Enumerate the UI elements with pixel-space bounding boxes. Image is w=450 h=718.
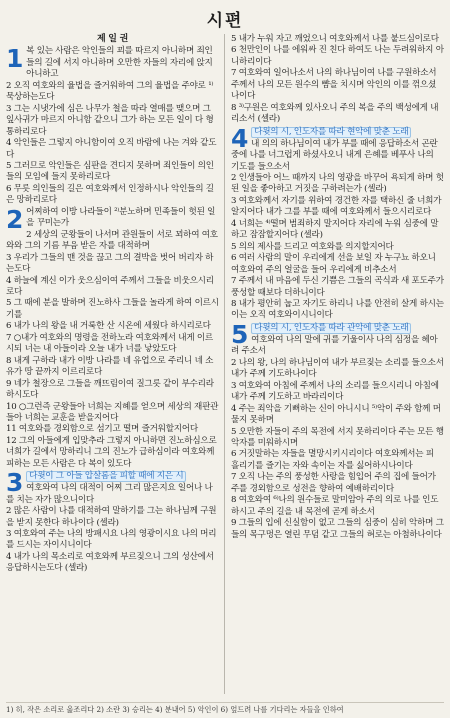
verse: 4 내가 나의 목소리로 여호와께 부르짖으니 그의 성산에서 응답하시는도다 (셀라) <box>6 551 214 574</box>
verse: 12 그의 아들에게 입맞추라 그렇지 아니하면 진노하심으로 너희가 길에서 망하리니 그의 진노가 급하심이라 여호와께 피하는 모든 사람은 다 복이 있도다 <box>6 435 217 469</box>
chapter-number: 2 <box>6 204 24 234</box>
verse: 6 여러 사람의 말이 우리에게 선을 보일 자 누구뇨 하오니 여호와여 주의 얼굴을 들어 우리에게 비추소서 <box>231 253 436 275</box>
chapter-number: 5 <box>231 319 249 349</box>
superscription: 다윗의 시, 인도자를 따라 관악에 맞춘 노래 <box>251 323 411 334</box>
verse: 8 내가 평안히 눕고 자기도 하리니 나를 안전히 살게 하시는 이는 오직 여호와이시니이다 <box>231 298 444 321</box>
chapter-number: 3 <box>6 468 24 498</box>
right-column <box>231 34 444 541</box>
verse: 2 많은 사람이 나를 대적하여 말하기를 그는 하나님께 구원을 받지 못한다 하나이다 (셀라) <box>6 506 217 528</box>
verse: 7 여호와여 일어나소서 나의 하나님이여 나를 구원하소서 주께서 나의 모든 원수의 뺨을 치시며 악인의 이를 꺾으셨나이다 <box>231 68 437 102</box>
part-heading: 제 일 권 <box>96 34 129 44</box>
verse: 9 네가 철장으로 그들을 깨뜨림이여 질그릇 같이 부수리라 하시도다 <box>6 378 214 401</box>
footnotes: 1) 히, 작은 소리로 읊조리다 2) 소란 3) 승리는 4) 분내어 5) 악인이 6) 엎드려 나를 기다리는 자들을 인하여 <box>6 702 444 714</box>
verse: 7 ○내가 여호와의 명령을 전하노라 여호와께서 내게 이르시되 너는 내 아들이라 오늘 내가 너를 낳았도다 <box>6 332 213 355</box>
verse: 2 오직 여호와의 율법을 즐거워하여 그의 율법을 주야로 ¹⁾묵상하는도다 <box>6 80 214 103</box>
verse: 6 천만인이 나를 에워싸 진 친다 하여도 나는 두려워하지 아니하리이다 <box>231 45 444 67</box>
chapter-number: 1 <box>6 44 24 74</box>
verse: 4 너희는 ⁴⁾떨며 범죄하지 말지어다 자리에 누워 심중에 말하고 잠잠할지어다 (셀라) <box>231 218 439 241</box>
verse: 여호와여 나의 말에 귀를 기울이사 나의 심정을 헤아려 주소서 <box>231 334 438 357</box>
verse: 3 여호와여 주는 나의 방패시요 나의 영광이시요 나의 머리를 드시는 자이시니이다 <box>6 529 217 551</box>
verse: 5 내가 누워 자고 깨었으니 여호와께서 나를 붙드심이로다 <box>231 34 439 44</box>
book-title: 시편 <box>206 11 244 31</box>
verse: 10 ○그런즉 군왕들아 너희는 지혜를 얻으며 세상의 재판관들아 너희는 교훈을 받을지어다 <box>6 401 219 423</box>
verse: 복 있는 사람은 악인들의 꾀를 따르지 아니하며 죄인들의 길에 서지 아니하며 오만한 자들의 자리에 앉지 아니하고 <box>26 46 213 80</box>
verse: 2 나의 왕, 나의 하나님이여 내가 부르짖는 소리를 들으소서 내가 주께 기도하나이다 <box>231 357 444 380</box>
verse: 2 인생들아 어느 때까지 나의 영광을 바꾸어 욕되게 하며 헛된 일을 좋아하고 거짓을 구하려는가 (셀라) <box>231 172 444 195</box>
verse: 6 거짓말하는 자들을 멸망시키시리이다 여호와께서는 피 흘리기를 즐기는 자와 속이는 자를 싫어하시나이다 <box>231 449 434 471</box>
verse: 여호와여 나의 대적이 어찌 그리 많은지요 일어나 나를 치는 자가 많으니이다 <box>6 483 213 505</box>
verse: 8 내게 구하라 내가 이방 나라를 네 유업으로 주리니 네 소유가 땅 끝까지 이르리로다 <box>6 355 214 378</box>
verse: 11 여호와를 경외함으로 섬기고 떨며 즐거워할지어다 <box>6 424 198 435</box>
verse: 7 주께서 내 마음에 두신 기쁨은 그들의 곡식과 새 포도주가 풍성할 때보다 더하니이다 <box>231 276 444 298</box>
verse: 4 하늘에 계신 이가 웃으심이여 주께서 그들을 비웃으시리로다 <box>6 275 214 297</box>
superscription: 다윗의 시, 인도자를 따라 현악에 맞춘 노래 <box>251 127 411 138</box>
verse: 4 주는 죄악을 기뻐하는 신이 아니시니 ⁵⁾악이 주와 함께 머물지 못하며 <box>231 403 441 426</box>
superscription: 다윗이 그 아들 압살롬을 피할 때에 지은 시 <box>26 471 186 482</box>
verse: 6 내가 나의 왕을 내 거룩한 산 시온에 세웠다 하시리로다 <box>6 321 211 332</box>
verse: 5 그 때에 분을 발하며 진노하사 그들을 놀라게 하여 이르시기를 <box>6 298 219 320</box>
verse: 6 무릇 의인들의 길은 여호와께서 인정하시나 악인들의 길은 망하리로다 <box>6 183 214 206</box>
verse: 3 그는 시냇가에 심은 나무가 철을 따라 열매를 맺으며 그 잎사귀가 마르지 아니함 같으니 그가 하는 모든 일이 다 형통하리로다 <box>6 103 214 137</box>
verse: 2 세상의 군왕들이 나서며 관원들이 서로 꾀하여 여호와와 그의 기름 부음 받은 자를 대적하며 <box>6 229 218 252</box>
verse: 5 그러므로 악인들은 심판을 견디지 못하며 죄인들이 의인들의 모임에 들지 못하리로다 <box>6 160 214 183</box>
verse: 4 악인들은 그렇지 아니함이여 오직 바람에 나는 겨와 같도다 <box>6 138 217 160</box>
verse: 내 의의 하나님이여 내가 부를 때에 응답하소서 곤란 중에 나를 너그럽게 하셨사오니 내게 은혜를 베푸사 나의 기도를 들으소서 <box>231 138 438 172</box>
column-divider <box>224 34 225 694</box>
left-column <box>6 34 219 575</box>
verse: 5 오만한 자들이 주의 목전에 서지 못하리이다 주는 모든 행악자를 미워하시며 <box>231 426 444 448</box>
verse: 3 여호와께서 자기를 위하여 경건한 자를 택하신 줄 너희가 알지어다 내가 그를 부를 때에 여호와께서 들으시리로다 <box>231 195 442 218</box>
chapter-number: 4 <box>231 123 249 153</box>
verse: 5 의의 제사를 드리고 여호와를 의지할지어다 <box>231 241 394 252</box>
verse: 어찌하여 이방 나라들이 ²⁾분노하며 민족들이 헛된 일을 꾸미는가 <box>26 206 216 229</box>
verse: 9 그들의 입에 신실함이 없고 그들의 심중이 심히 악하며 그들의 목구멍은 열린 무덤 같고 그들의 혀로는 아첨하나이다 <box>231 518 444 540</box>
verse: 7 오직 나는 주의 풍성한 사랑을 힘입어 주의 집에 들어가 주를 경외함으로 성전을 향하여 예배하리이다 <box>231 472 436 494</box>
verse: 8 ³⁾구원은 여호와께 있사오니 주의 복을 주의 백성에게 내리소서 (셀라) <box>231 102 439 125</box>
verse: 3 우리가 그들의 맨 것을 끊고 그의 결박을 벗어 버리자 하는도다 <box>6 252 214 275</box>
verse: 8 여호와여 ⁶⁾나의 원수들로 말미암아 주의 의로 나를 인도하시고 주의 길을 내 목전에 곧게 하소서 <box>231 495 439 517</box>
verse: 3 여호와여 아침에 주께서 나의 소리를 들으시리니 아침에 내가 주께 기도하고 바라리이다 <box>231 380 439 403</box>
